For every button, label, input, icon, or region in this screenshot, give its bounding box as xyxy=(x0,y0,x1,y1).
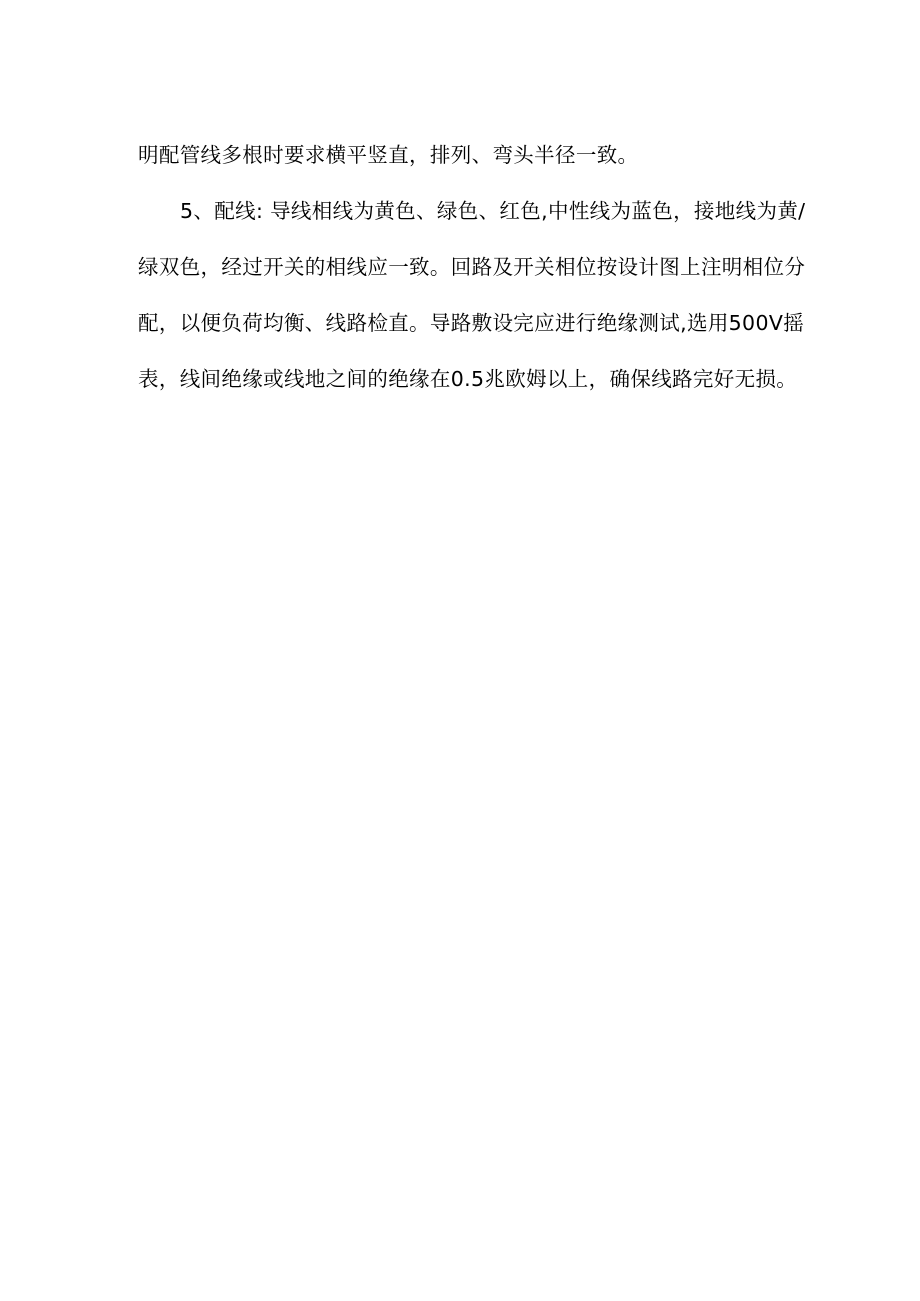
text-line-1: 明配管线多根时要求横平竖直，排列、弯头半径一致。 xyxy=(138,143,639,167)
text-line-3: 绿双色，经过开关的相线应一致。回路及开关相位按设计图上注明相位分 xyxy=(138,255,806,279)
text-line-5: 表，线间绝缘或线地之间的绝缘在0.5兆欧姆以上，确保线路完好无损。 xyxy=(138,367,798,391)
text-line-4: 配，以便负荷均衡、线路检直。导路敷设完应进行绝缘测试,选用500V摇 xyxy=(138,311,805,335)
section-5-wiring-heading-line: 5、配线: 导线相线为黄色、绿色、红色,中性线为蓝色，接地线为黄/ xyxy=(180,199,806,223)
